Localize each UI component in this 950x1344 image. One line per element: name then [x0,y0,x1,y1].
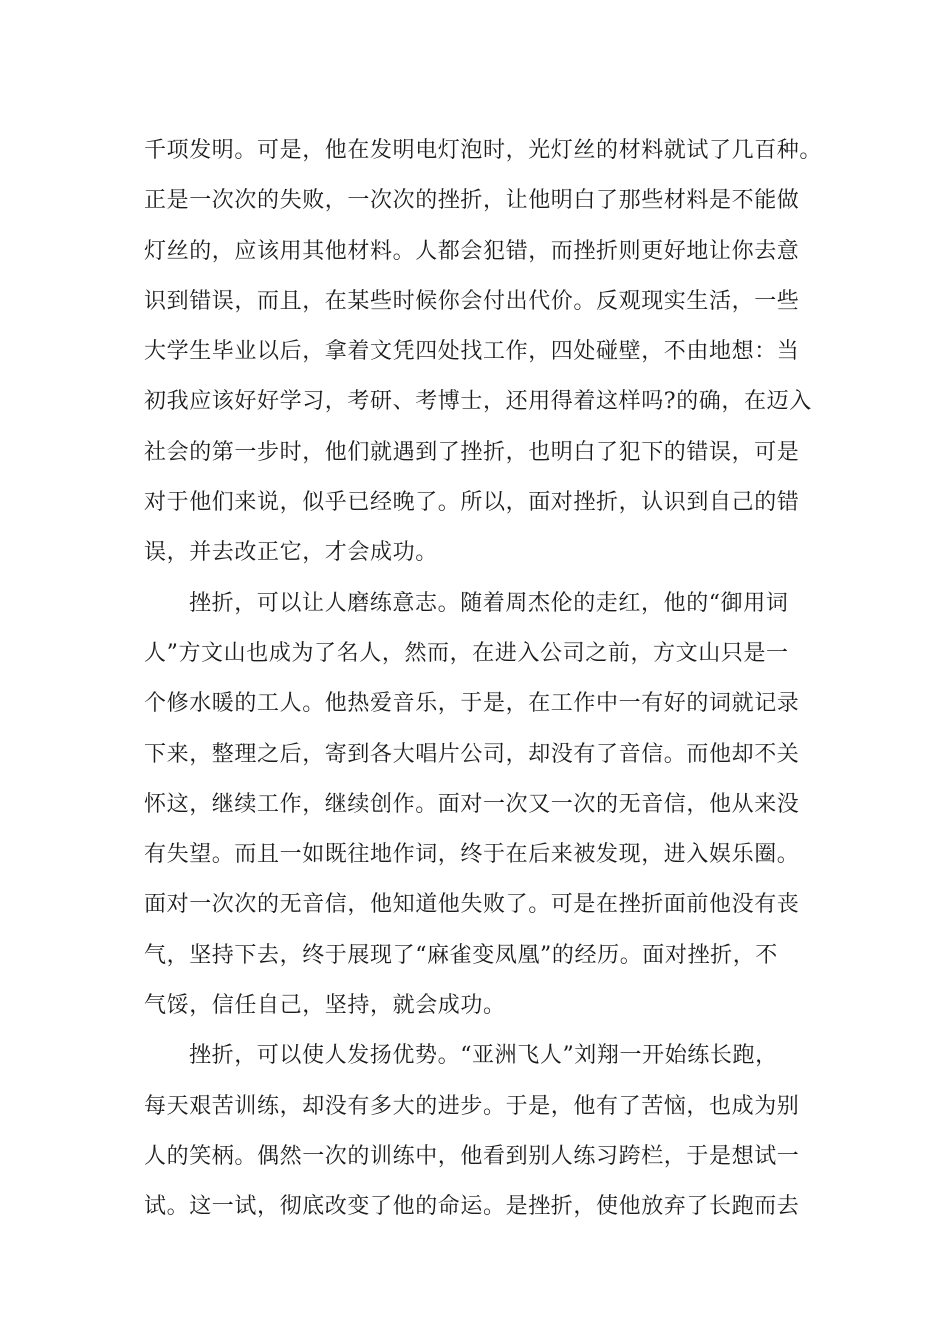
text-line: 个修水暖的工人。他热爱音乐，于是，在工作中一有好的词就记录 [144,691,800,717]
text-line: 面对一次次的无音信，他知道他失败了。可是在挫折面前他没有丧 [144,892,800,918]
paragraph [144,579,824,1032]
text-line: 气馁，信任自己，坚持，就会成功。 [144,993,506,1019]
text-line: 有失望。而且一如既往地作词，终于在后来被发现，进入娱乐圈。 [144,842,800,868]
text-line: 千项发明。可是，他在发明电灯泡时，光灯丝的材料就试了几百种。 [144,138,823,163]
document-body [144,126,824,1233]
text-line: 初我应该好好学习，考研、考博士，还用得着这样吗?的确，在迈入 [144,389,812,415]
text-line: 误，并去改正它，才会成功。 [144,540,438,566]
text-line: 气，坚持下去，终于展现了“麻雀变凤凰”的经历。面对挫折，不 [144,942,778,968]
text-line: 人的笑柄。偶然一次的训练中，他看到别人练习跨栏，于是想试一 [144,1143,800,1169]
paragraph [144,1031,824,1232]
text-line: 大学生毕业以后，拿着文凭四处找工作，四处碰壁，不由地想：当 [144,339,800,365]
text-line: 社会的第一步时，他们就遇到了挫折，也明白了犯下的错误，可是 [144,439,800,465]
text-line: 正是一次次的失败，一次次的挫折，让他明白了那些材料是不能做 [144,188,800,214]
text-line: 灯丝的，应该用其他材料。人都会犯错，而挫折则更好地让你去意 [144,238,800,264]
text-line: 怀这，继续工作，继续创作。面对一次又一次的无音信，他从来没 [144,791,800,817]
text-line: 人”方文山也成为了名人，然而，在进入公司之前，方文山只是一 [144,640,789,666]
text-line: 识到错误，而且，在某些时候你会付出代价。反观现实生活，一些 [144,288,800,314]
text-line: 对于他们来说，似乎已经晚了。所以，面对挫折，认识到自己的错 [144,490,800,516]
text-line: 试。这一试，彻底改变了他的命运。是挫折，使他放弃了长跑而去 [144,1194,800,1220]
text-line: 下来，整理之后，寄到各大唱片公司，却没有了音信。而他却不关 [144,741,800,767]
text-line: 每天艰苦训练，却没有多大的进步。于是，他有了苦恼，也成为别 [144,1093,800,1119]
paragraph [144,126,824,579]
text-line: 挫折，可以让人磨练意志。随着周杰伦的走红，他的“御用词 [189,590,789,616]
text-line: 挫折，可以使人发扬优势。“亚洲飞人”刘翔一开始练长跑， [189,1043,778,1069]
